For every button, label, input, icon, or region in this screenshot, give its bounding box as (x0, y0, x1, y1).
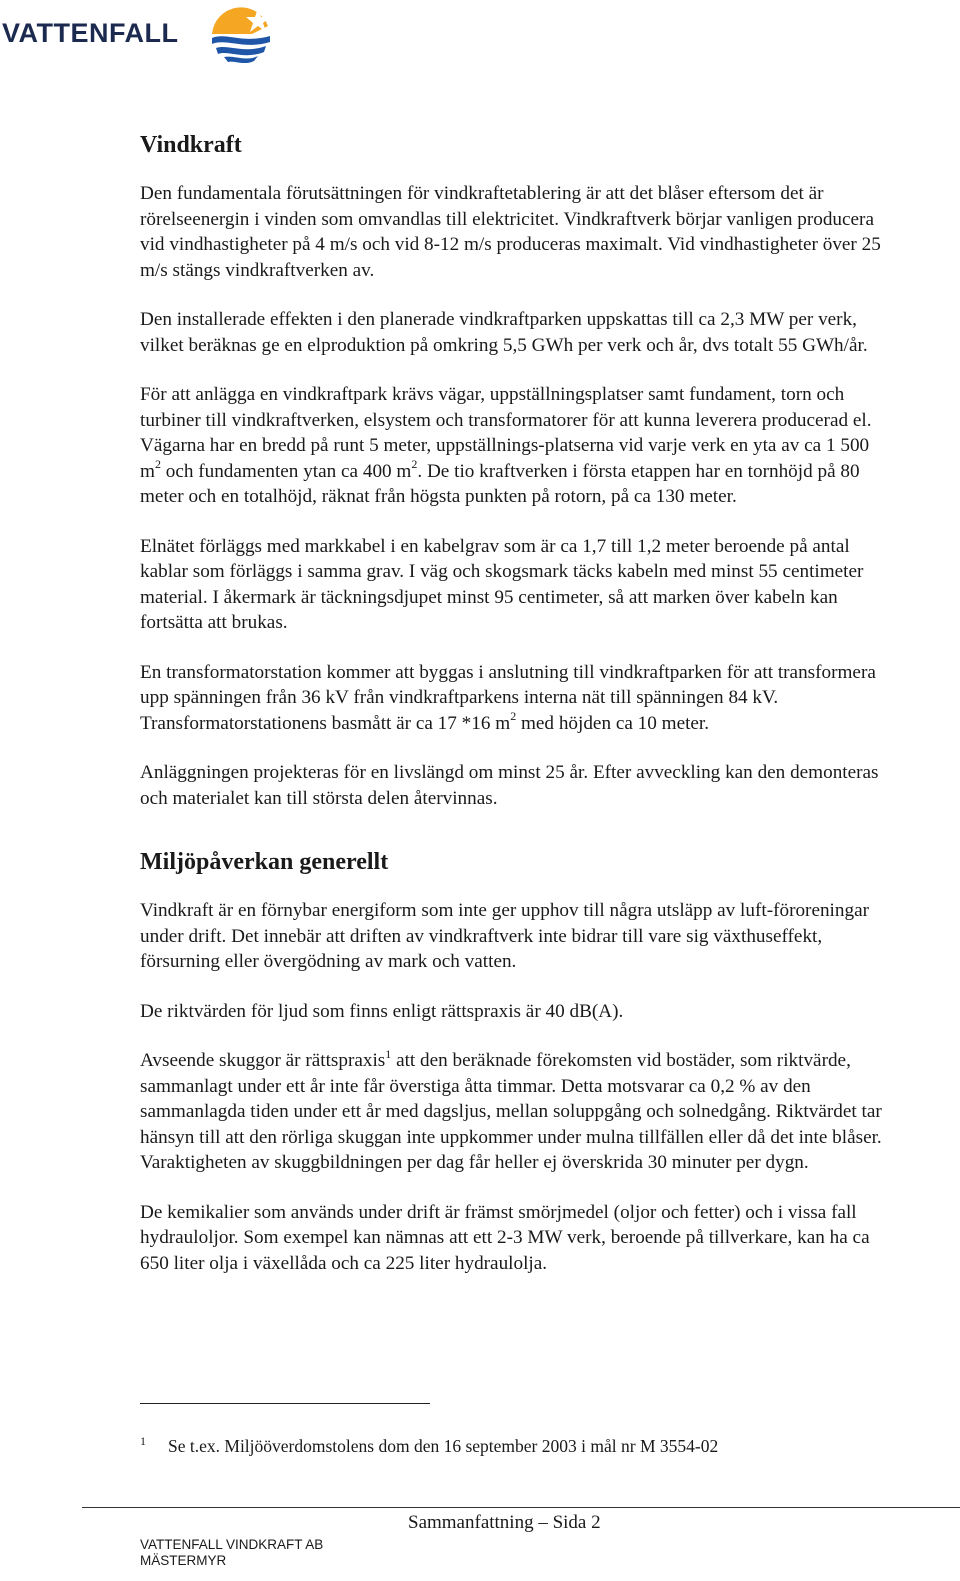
text-segment: att den beräknade förekomsten vid bostäder, som riktvärde, sammanlagt under ett år inte får överstiga åtta timmar. Detta motsvarar ca 0,2 % av den sammanlagda tiden under ett år med dagsljus, mellan soluppgång och solnedgång. Riktvärdet tar hänsyn till att den rörliga skuggan inte uppkommer under mulna tillfällen eller då det inte blåser. Varaktigheten av skuggbildningen per dag får heller ej överskrida 30 minuter per dygn. (140, 1050, 882, 1173)
superscript: 2 (510, 709, 517, 724)
paragraph-lifetime: Anläggningen projekteras för en livslängd om minst 25 år. Efter avveckling kan den demonteras och materialet kan till största delen återvinnas. (140, 762, 879, 809)
footnote-text: Se t.ex. Miljööverdomstolens dom den 16 september 2003 i mål nr M 3554-02 (168, 1436, 719, 1456)
text-segment: Avseende skuggor är rättspraxis (140, 1050, 386, 1071)
footer-divider (82, 1507, 960, 1508)
section-title-miljopaverkan: Miljöpåverkan generellt (140, 849, 389, 875)
footnote-reference[interactable]: 1 (385, 1046, 392, 1061)
paragraph-chemicals: De kemikalier som används under drift är främst smörjmedel (oljor och fetter) och i vissa fall hydrauloljor. Som exempel kan nämnas att ett 2-3 MW verk, beroende på tillverkare, kan ha ca 650 liter olja i växellåda och ca 225 liter hydraulolja. (140, 1201, 870, 1274)
paragraph-renewable: Vindkraft är en förnybar energiform som inte ger upphov till några utsläpp av luft-föroreningar under drift. Det innebär att driften av vindkraftverk inte bidrar till vare sig växthuseffekt, försurning eller övergödning av mark och vatten. (140, 900, 869, 972)
company-location: MÄSTERMYR (140, 1553, 227, 1568)
paragraph-transformer (140, 660, 885, 737)
text-segment: För att anlägga en vindkraftpark krävs vägar, uppställningsplatser samt fundament, torn och turbiner till vindkraftverken, elsystem och transformatorer för att kunna leverera producerad el. Vägarna har en bredd på runt 5 meter, uppställnings-platserna vid varje verk en yta av ca 1 500 m (140, 384, 872, 482)
footnote (140, 1436, 718, 1457)
superscript: 2 (154, 457, 161, 472)
footnote-divider (140, 1403, 430, 1404)
paragraph-wind-basics: Den fundamentala förutsättningen för vindkraftetablering är att det blåser eftersom det är rörelseenergin i vinden som omvandlas till elektricitet. Vindkraftverk börjar vanligen producera vid vindhastigheter på 4 m/s och vid 8-12 m/s produceras maximalt. Vid vindhastigheter över 25 m/s stängs vindkraftverken av. (140, 183, 881, 281)
section-title-vindkraft: Vindkraft (140, 132, 242, 158)
vattenfall-sun-wave-icon (208, 4, 274, 66)
paragraph-grid-cable: Elnätet förläggs med markkabel i en kabelgrav som är ca 1,7 till 1,2 meter beroende på antal kablar som förläggs i samma grav. I väg och skogsmark täcks kabeln med minst 55 centimeter material. I åkermark är täckningsdjupet minst 95 centimeter, så att marken över kabeln kan fortsätta att brukas. (140, 535, 864, 633)
paragraph-installed-capacity: Den installerade effekten i den planerade vindkraftparken uppskattas till ca 2,3 MW per verk, vilket beräknas ge en elproduktion på omkring 5,5 GWh per verk och år, dvs totalt 55 GWh/år. (140, 309, 868, 356)
superscript: 2 (411, 457, 418, 472)
paragraph-infrastructure (140, 382, 885, 510)
footer-company (140, 1537, 400, 1569)
footnote-number: 1 (140, 1434, 146, 1448)
footer-page-label: Sammanfattning – Sida 2 (408, 1512, 601, 1533)
text-segment: och fundamenten ytan ca 400 m (160, 460, 412, 482)
text-segment: En transformatorstation kommer att byggas i anslutning till vindkraftparken för att transformera upp spänningen från 36 kV från vindkraftparkens interna nät till spänningen 84 kV. Transformatorstationens basmått är ca 17 *16 m (140, 661, 876, 734)
vattenfall-logo (0, 4, 280, 66)
paragraph-shadows (140, 1048, 885, 1176)
text-segment: . De tio kraftverken i första etappen har en tornhöjd på 80 meter och en totalhöjd, räknat från högsta punkten på rotorn, på ca 130 meter. (140, 460, 860, 507)
document-body (140, 128, 885, 1300)
logo-text: VATTENFALL (2, 18, 179, 48)
company-name: VATTENFALL VINDKRAFT AB (140, 1537, 324, 1552)
paragraph-noise: De riktvärden för ljud som finns enligt rättspraxis är 40 dB(A). (140, 1000, 624, 1022)
text-segment: med höjden ca 10 meter. (516, 712, 710, 734)
